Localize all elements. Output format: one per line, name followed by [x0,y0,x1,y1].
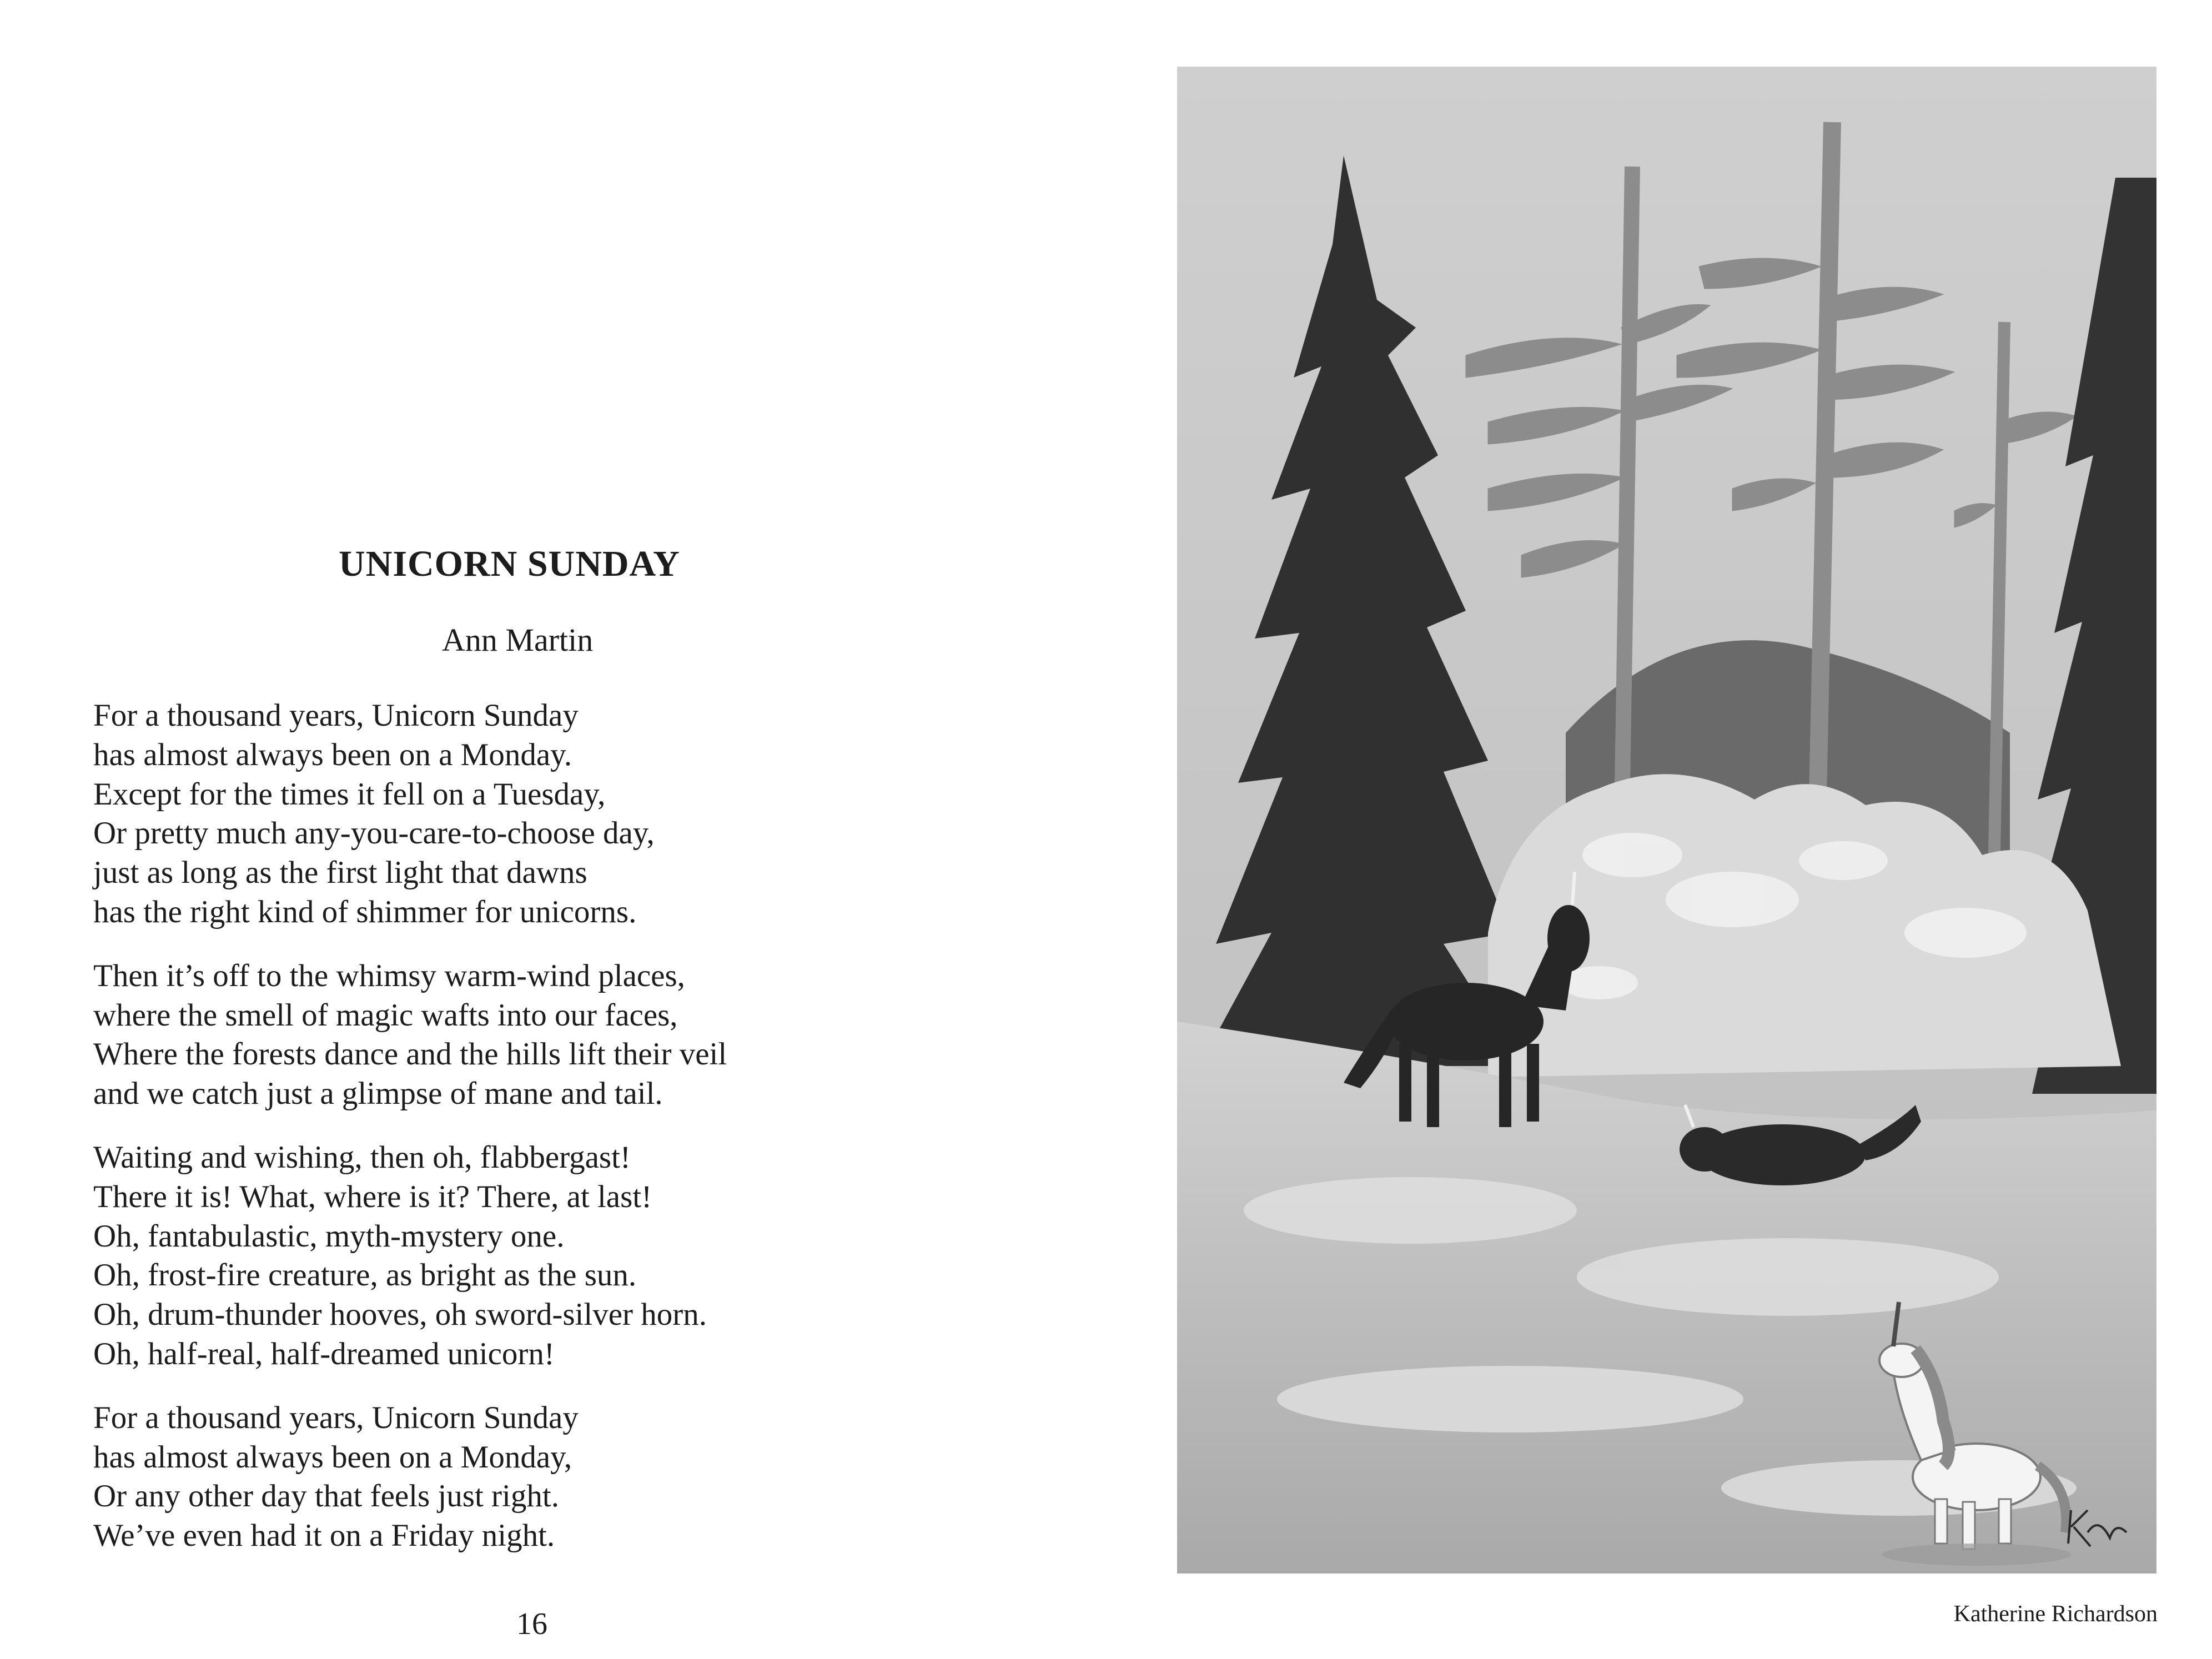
poem-line: Where the forests dance and the hills lift their veil [93,1037,727,1072]
poem-line: Or pretty much any-you-care-to-choose day, [93,816,655,851]
illustration-canvas [1177,67,2156,1573]
poem-line: Oh, drum-thunder hooves, oh sword-silver horn. [93,1297,707,1333]
stanza [93,1138,926,1374]
page-number: 16 [516,1607,547,1641]
poem-line: Oh, half-real, half-dreamed unicorn! [93,1336,555,1371]
poem-line: For a thousand years, Unicorn Sunday [93,1400,579,1435]
poem-title: UNICORN SUNDAY [339,544,680,584]
poem-line: has almost always been on a Monday. [93,737,572,772]
stanza [93,1399,926,1556]
poem-line: Oh, fantabulastic, myth-mystery one. [93,1218,565,1254]
poem-line: has the right kind of shimmer for unicorns. [93,894,637,929]
stanza [93,957,926,1114]
poem-line: just as long as the first light that dawns [93,855,587,891]
poem-author: Ann Martin [442,622,594,658]
poem-line: There it is! What, where is it? There, at last! [93,1179,652,1214]
illustrator-credit: Katherine Richardson [1953,1601,2158,1627]
poem-line: Except for the times it fell on a Tuesday, [93,776,606,812]
poem-body [93,696,926,1580]
stanza [93,696,926,932]
poem-line: Waiting and wishing, then oh, flabbergast! [93,1139,631,1175]
poem-line: and we catch just a glimpse of mane and tail. [93,1076,663,1112]
poem-line: Or any other day that feels just right. [93,1479,559,1514]
poem-line: has almost always been on a Monday, [93,1439,572,1475]
poem-line: Then it’s off to the whimsy warm-wind places, [93,958,685,993]
poem-line: We’ve even had it on a Friday night. [93,1518,555,1554]
poem-line: For a thousand years, Unicorn Sunday [93,698,579,733]
forest-unicorn-illustration [1177,67,2156,1573]
poem-line: Oh, frost-fire creature, as bright as the sun. [93,1258,637,1293]
poem-line: where the smell of magic wafts into our faces, [93,997,678,1033]
